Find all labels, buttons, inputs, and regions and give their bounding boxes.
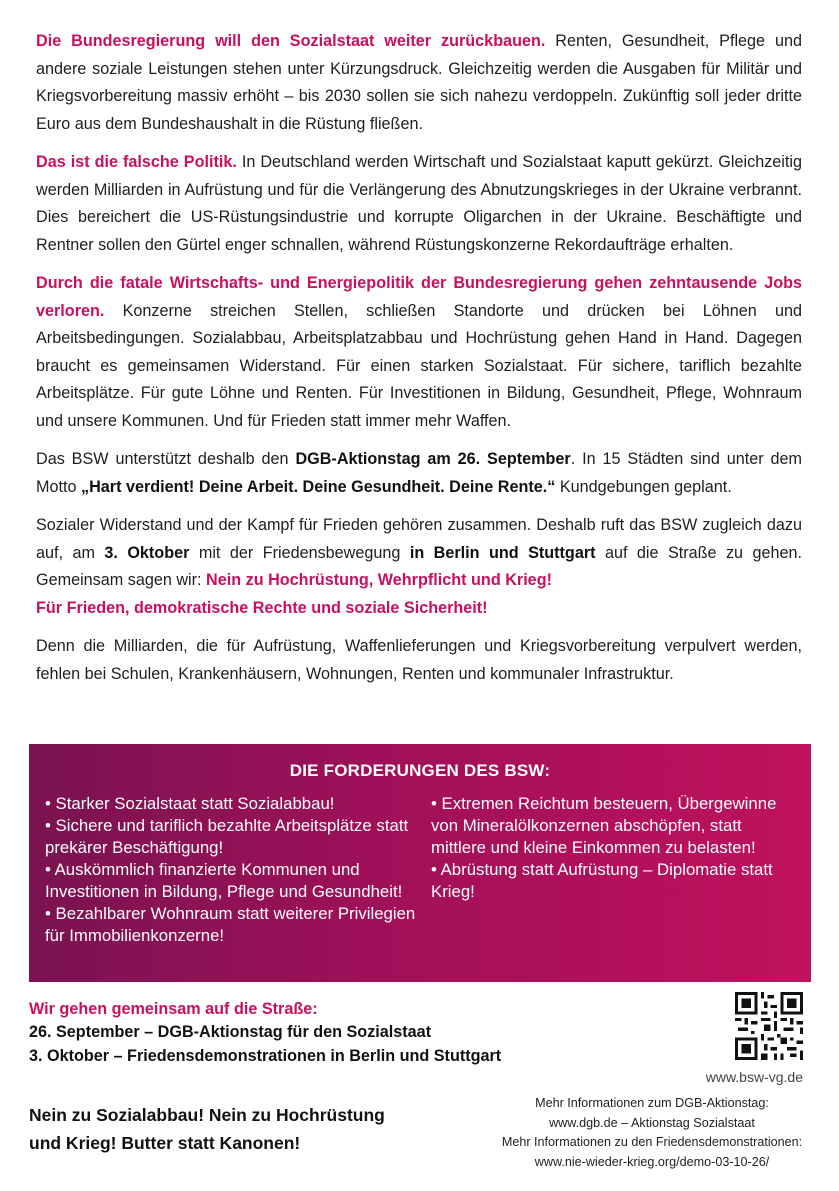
demand-item: • Bezahlbarer Wohnraum statt weiterer Privilegien für Immobilienkonzerne! xyxy=(45,904,416,945)
paragraph-3 xyxy=(36,270,802,435)
website-link[interactable]: www.bsw-vg.de xyxy=(705,1069,803,1085)
paragraph-5 xyxy=(36,512,802,622)
demands-left-column xyxy=(45,793,431,947)
demands-title: DIE FORDERUNGEN DES BSW: xyxy=(289,761,551,780)
info-label: Mehr Informationen zu den Friedensdemonstrationen: xyxy=(501,1135,803,1149)
demand-item: • Extremen Reichtum besteuern, Übergewinne von Mineralölkonzernen abschöpfen, statt mittlere und kleine Einkommen zu belasten! xyxy=(431,794,777,857)
demand-item: • Abrüstung statt Aufrüstung – Diplomatie statt Krieg! xyxy=(431,860,773,901)
bold-segment: in Berlin und Stuttgart xyxy=(409,543,596,562)
demands-right-column xyxy=(431,793,791,947)
text-segment: Das BSW unterstützt deshalb den xyxy=(36,450,296,468)
call-slogan-1: Nein zu Hochrüstung, Wehrpflicht und Krieg! xyxy=(206,571,552,589)
slogan-line: Nein zu Sozialabbau! Nein zu Hochrüstung xyxy=(29,1105,385,1125)
paragraph-2 xyxy=(36,149,802,259)
text-segment: . In 15 Städten sind unter dem Motto xyxy=(36,450,803,496)
bold-segment: 3. Oktober xyxy=(104,543,190,562)
info-link[interactable]: www.dgb.de – Aktionstag Sozialstaat xyxy=(549,1115,755,1130)
qr-code-icon[interactable] xyxy=(735,992,803,1060)
event-dates xyxy=(29,998,629,1068)
events-heading: Wir gehen gemeinsam auf die Straße: xyxy=(29,1000,318,1018)
paragraph-lead: Das ist die falsche Politik. xyxy=(36,153,237,171)
slogan-line: und Krieg! Butter statt Kanonen! xyxy=(29,1133,301,1153)
call-slogan-2: Für Frieden, demokratische Rechte und soziale Sicherheit! xyxy=(36,598,488,617)
info-label: Mehr Informationen zum DGB-Aktionstag: xyxy=(535,1096,769,1110)
demand-item: • Sichere und tariflich bezahlte Arbeitsplätze statt prekärer Beschäftigung! xyxy=(45,816,409,857)
text-segment: Sozialer Widerstand und der Kampf für Frieden gehören zusammen. Deshalb ruft das BSW zugleich dazu auf, am xyxy=(36,516,802,562)
paragraph-6: Denn die Milliarden, die für Aufrüstung, Waffenlieferungen und Kriegsvorbereitung verpulvert werden, fehlen bei Schulen, Krankenhäusern, Wohnungen, Renten und kommunaler Infrastruktur. xyxy=(36,637,802,683)
bold-segment: DGB-Aktionstag am 26. September xyxy=(295,450,571,468)
event-line: 26. September – DGB-Aktionstag für den Sozialstaat xyxy=(29,1023,432,1041)
flyer-body xyxy=(36,28,802,699)
text-segment: mit der Friedensbewegung xyxy=(189,543,410,562)
paragraph-4 xyxy=(36,446,802,501)
paragraph-text: In Deutschland werden Wirtschaft und Sozialstaat kaputt gekürzt. Gleichzeitig werden Milliarden in Aufrüstung und für die Verlängerung des Abnutzungskrieges in der Ukraine verbrannt. Dies bereichert die US-Rüstungsindustrie und korrupte Oligarchen in der Ukraine. Beschäftigte und Rentner sollen den Gürtel enger schnallen, während Rüstungskonzerne Rekordaufträge erhalten. xyxy=(36,153,802,254)
motto: „Hart verdient! Deine Arbeit. Deine Gesundheit. Deine Rente.“ xyxy=(80,477,556,496)
closing-slogan xyxy=(29,1101,385,1157)
paragraph-lead: Durch die fatale Wirtschafts- und Energiepolitik der Bundesregierung gehen zehntausende Jobs verloren. xyxy=(36,274,802,320)
demands-panel xyxy=(29,744,811,982)
demands-columns xyxy=(45,793,795,947)
demand-item: • Auskömmlich finanzierte Kommunen und Investitionen in Bildung, Pflege und Gesundheit! xyxy=(45,860,403,901)
text-segment: Kundgebungen geplant. xyxy=(555,477,732,496)
paragraph-1 xyxy=(36,28,802,138)
paragraph-text: Renten, Gesundheit, Pflege und andere soziale Leistungen stehen unter Kürzungsdruck. Gleichzeitig werden die Ausgaben für Militär und Kriegsvorbereitung massiv erhöht – bis 2030 sollen sie sich nahezu verdoppeln. Zukünftig soll jeder dritte Euro aus dem Bundeshaushalt in die Rüstung fließen. xyxy=(36,32,802,133)
info-link[interactable]: www.nie-wieder-krieg.org/demo-03-10-26/ xyxy=(534,1154,770,1169)
paragraph-lead: Die Bundesregierung will den Sozialstaat weiter zurückbauen. xyxy=(36,32,546,50)
event-line: 3. Oktober – Friedensdemonstrationen in Berlin und Stuttgart xyxy=(29,1047,502,1065)
more-info xyxy=(470,1094,834,1172)
paragraph-text: Konzerne streichen Stellen, schließen Standorte und drücken bei Löhnen und Arbeitsbedingungen. Sozialabbau, Arbeitsplatzabbau und Hochrüstung gehen Hand in Hand. Dagegen braucht es gemeinsamen Widerstand. Für einen starken Sozialstaat. Für sichere, tariflich bezahlte Arbeitsplätze. Für gute Löhne und Renten. Für Investitionen in Bildung, Gesundheit, Pflege, Wohnraum und unsere Kommunen. Und für Frieden statt immer mehr Waffen. xyxy=(36,301,802,430)
demand-item: • Starker Sozialstaat statt Sozialabbau! xyxy=(45,794,335,813)
text-segment: auf die Straße zu gehen. Gemeinsam sagen wir: xyxy=(36,543,803,589)
